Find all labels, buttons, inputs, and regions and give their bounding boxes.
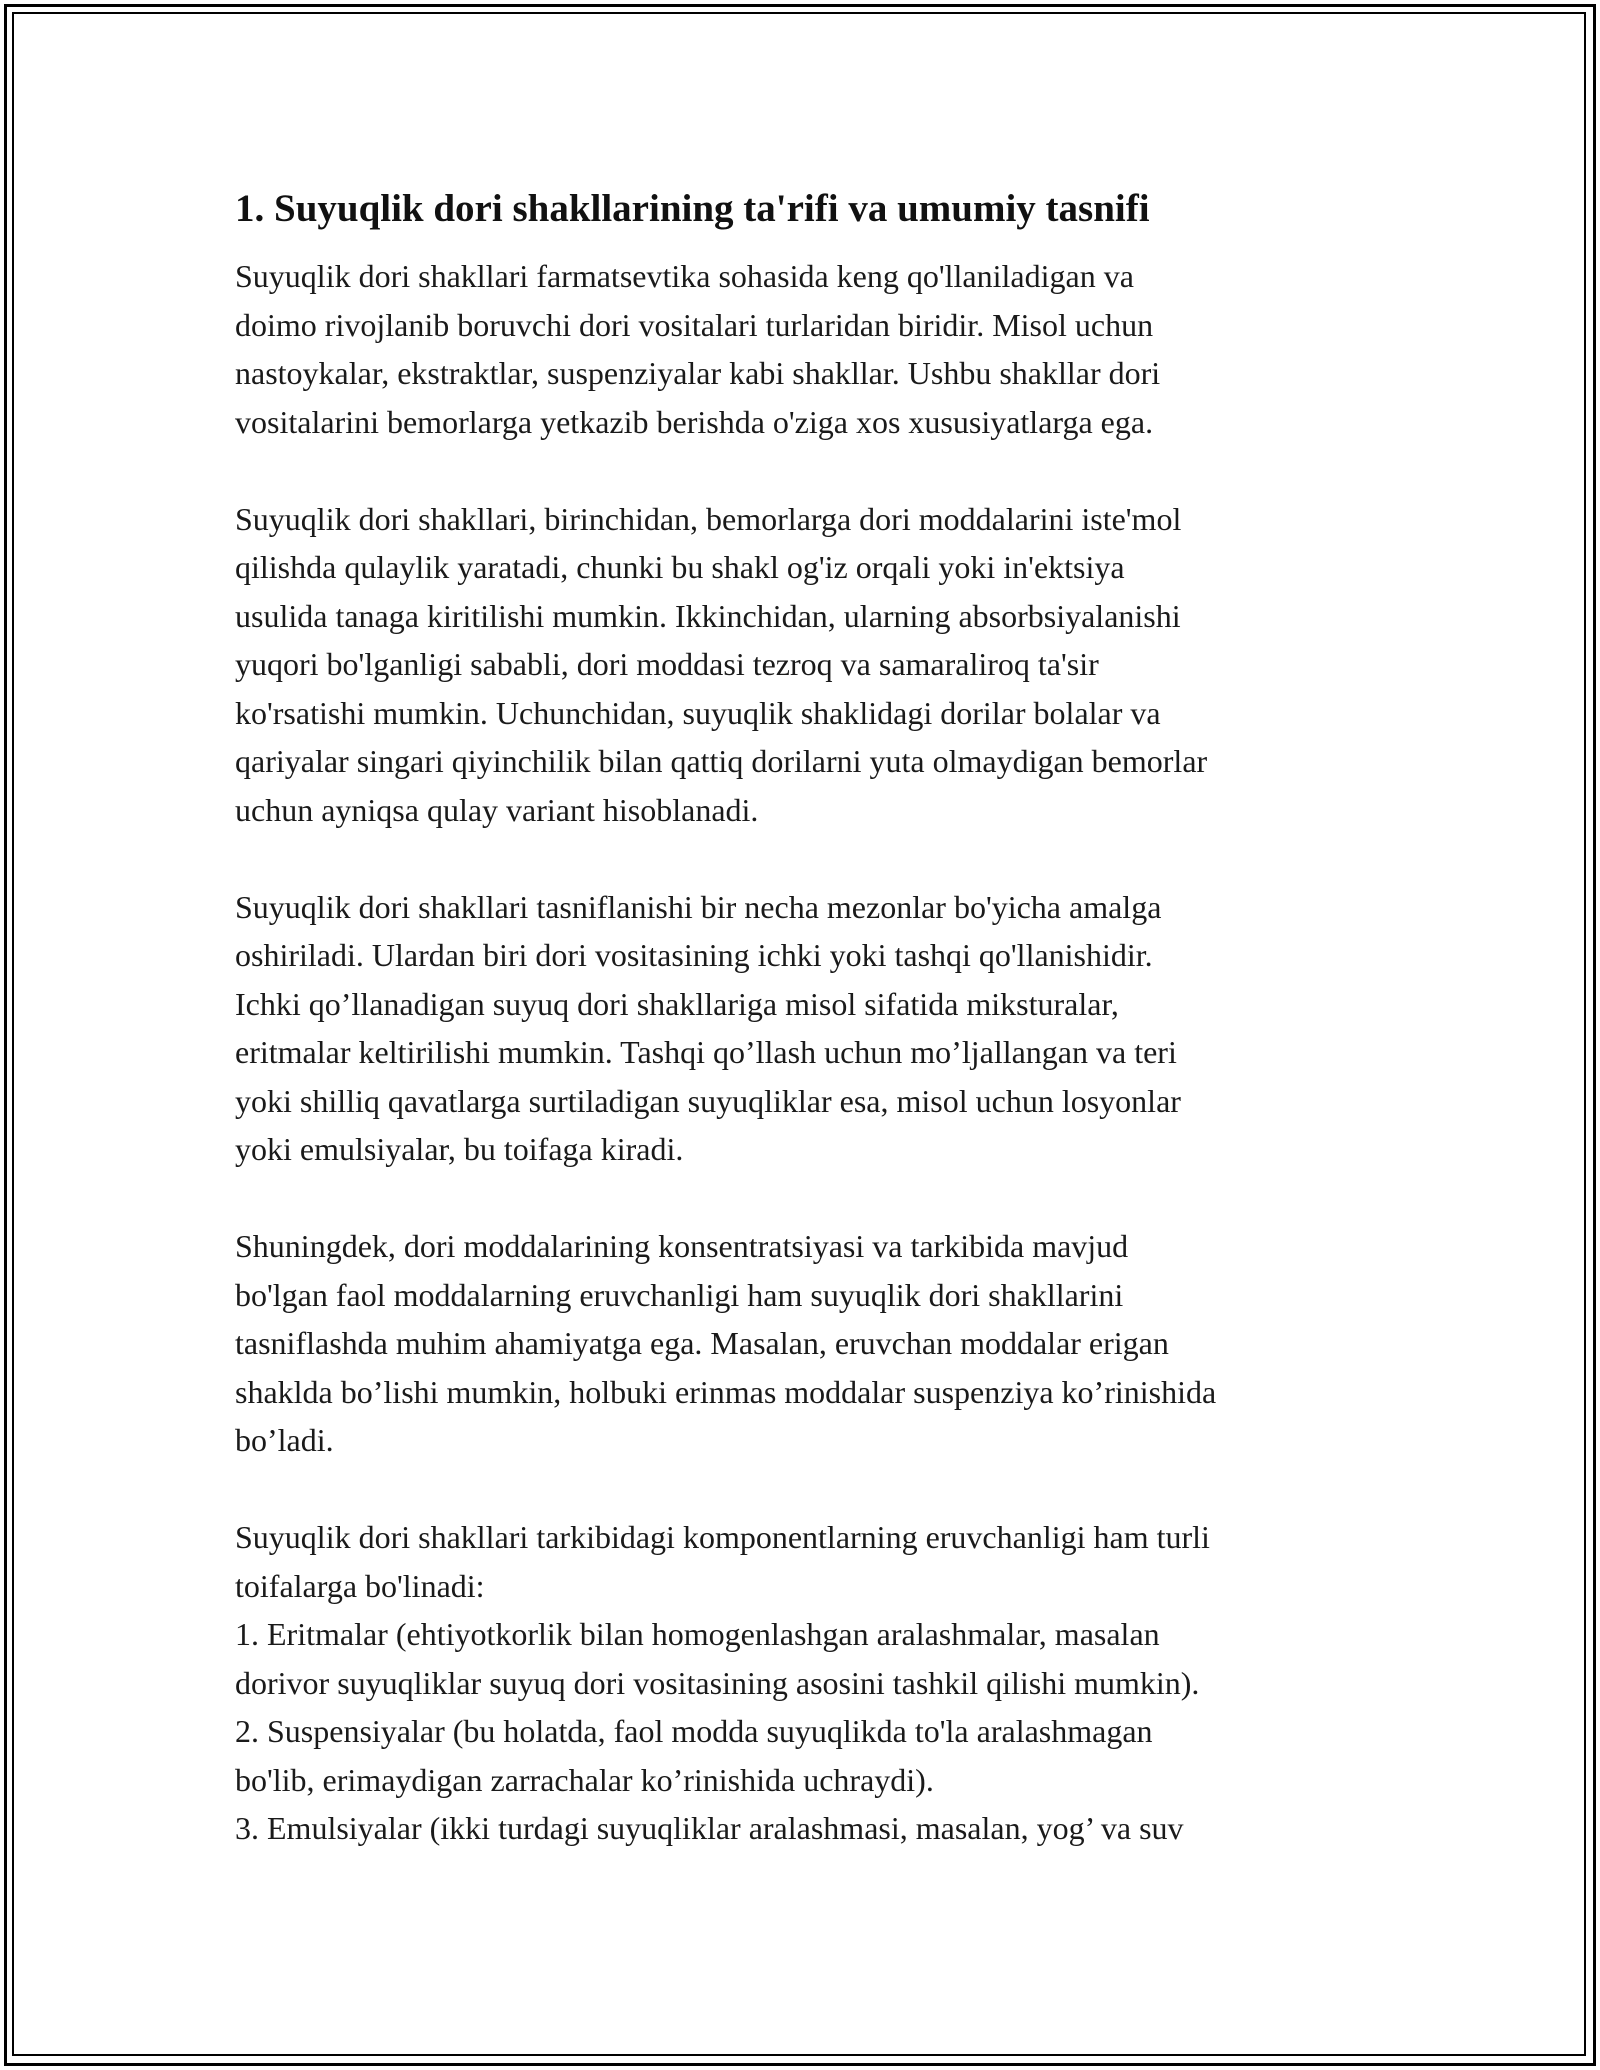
text-line: yuqori bo'lganligi sababli, dori moddasi tezroq va samaraliroq ta'sir <box>235 646 1099 682</box>
text-line: bo'lgan faol moddalarning eruvchanligi ham suyuqlik dori shakllarini <box>235 1276 1124 1313</box>
list-item: 3. Emulsiyalar (ikki turdagi suyuqliklar aralashmasi, masalan, yog’ va suv <box>235 1810 1184 1846</box>
text-line: Shuningdek, dori moddalarining konsentratsiyasi va tarkibida mavjud <box>235 1228 1129 1264</box>
text-line: uchun ayniqsa qulay variant hisoblanadi. <box>235 791 759 828</box>
text-line: oshiriladi. Ulardan biri dori vositasining ichki yoki tashqi qo'llanishidir. <box>235 937 1153 973</box>
text-line: Ichki qo’llanadigan suyuq dori shakllariga misol sifatida miksturalar, <box>235 985 1119 1022</box>
section-heading: 1. Suyuqlik dori shakllarining ta'rifi va umumiy tasnifi <box>235 187 1150 230</box>
list-item: 1. Eritmalar (ehtiyotkorlik bilan homogenlashgan aralashmalar, masalan <box>235 1616 1160 1652</box>
paragraph-advantages <box>235 495 1375 835</box>
document-body <box>235 184 1375 1901</box>
text-line: doimo rivojlanib boruvchi dori vositalari turlaridan biridir. Misol uchun <box>235 306 1154 343</box>
text-line: tasniflashda muhim ahamiyatga ega. Masalan, eruvchan moddalar erigan <box>235 1325 1169 1361</box>
text-line: bo’ladi. <box>235 1422 334 1458</box>
text-line: qilishda qulaylik yaratadi, chunki bu shakl og'iz orqali yoki in'ektsiya <box>235 549 1125 585</box>
paragraph-concentration <box>235 1222 1375 1465</box>
text-line: vositalarini bemorlarga yetkazib berishda o'ziga xos xususiyatlarga ega. <box>235 403 1154 440</box>
text-line: usulida tanaga kiritilishi mumkin. Ikkinchidan, ularning absorbsiyalanishi <box>235 597 1181 634</box>
text-line: Suyuqlik dori shakllari tasniflanishi bir necha mezonlar bo'yicha amalga <box>235 888 1162 925</box>
text-line: nastoykalar, ekstraktlar, suspenziyalar kabi shakllar. Ushbu shakllar dori <box>235 355 1161 391</box>
text-line: Suyuqlik dori shakllari, birinchidan, bemorlarga dori moddalarini iste'mol <box>235 500 1182 537</box>
list-item: 2. Suspensiyalar (bu holatda, faol modda suyuqlikda to'la aralashmagan <box>235 1713 1153 1749</box>
paragraph-solubility-list <box>235 1513 1375 1853</box>
list-item-continuation: bo'lib, erimaydigan zarrachalar ko’rinishida uchraydi). <box>235 1761 934 1798</box>
text-line: ko'rsatishi mumkin. Uchunchidan, suyuqlik shaklidagi dorilar bolalar va <box>235 694 1161 731</box>
paragraph-classification <box>235 883 1375 1174</box>
text-line: yoki shilliq qavatlarga surtiladigan suyuqliklar esa, misol uchun losyonlar <box>235 1082 1181 1119</box>
text-line: eritmalar keltirilishi mumkin. Tashqi qo’llash uchun mo’ljallangan va teri <box>235 1034 1177 1070</box>
text-line: Suyuqlik dori shakllari farmatsevtika sohasida keng qo'llaniladigan va <box>235 258 1134 294</box>
text-line: yoki emulsiyalar, bu toifaga kiradi. <box>235 1131 684 1167</box>
list-item-continuation: dorivor suyuqliklar suyuq dori vositasining asosini tashkil qilishi mumkin). <box>235 1664 1200 1701</box>
text-line: shaklda bo’lishi mumkin, holbuki erinmas moddalar suspenziya ko’rinishida <box>235 1373 1217 1410</box>
text-line: toifalarga bo'linadi: <box>235 1567 485 1604</box>
text-line: qariyalar singari qiyinchilik bilan qattiq dorilarni yuta olmaydigan bemorlar <box>235 743 1208 779</box>
text-line: Suyuqlik dori shakllari tarkibidagi komponentlarning eruvchanligi ham turli <box>235 1519 1210 1555</box>
paragraph-intro <box>235 252 1375 446</box>
